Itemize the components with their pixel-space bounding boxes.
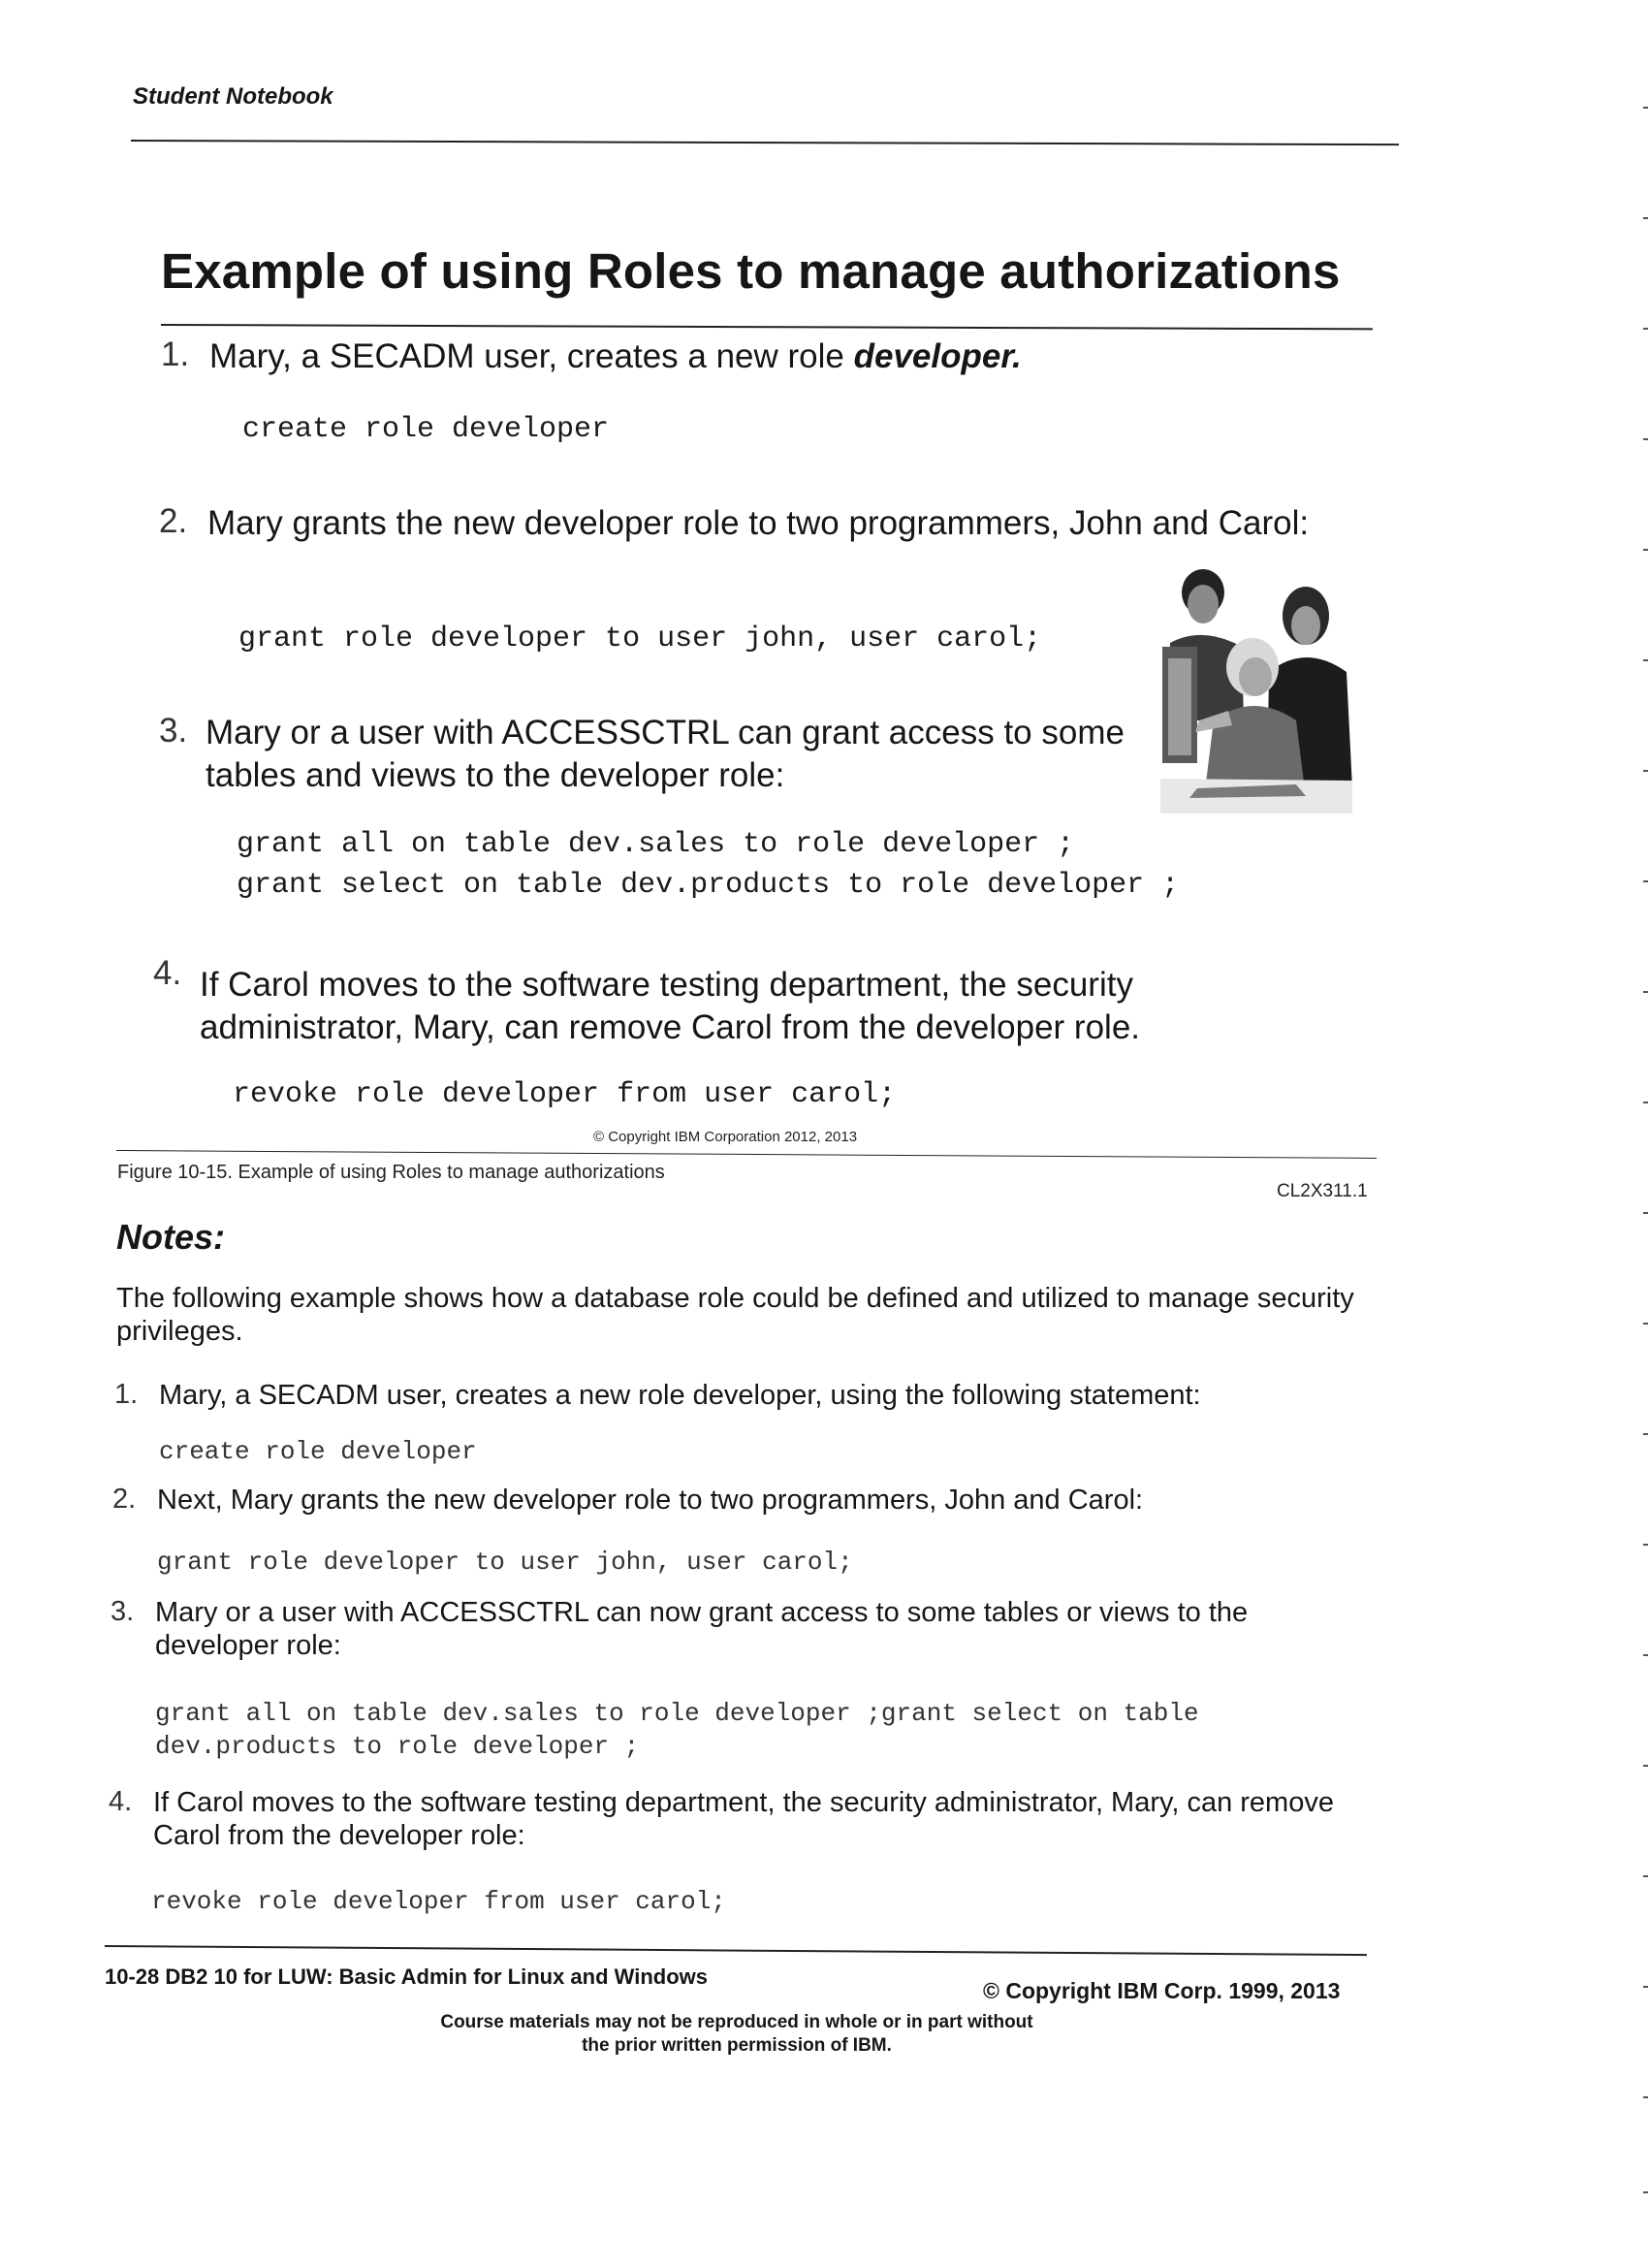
edge-mark: [1643, 1433, 1648, 1435]
edge-mark: [1643, 880, 1648, 882]
note-3-code: grant all on table dev.sales to role developer ;grant select on table dev.products to role developer ;: [155, 1699, 1199, 1761]
edge-mark: [1643, 659, 1648, 661]
edge-mark: [1643, 2191, 1648, 2193]
notes-intro: The following example shows how a database role could be defined and utilized to manage security privileges.: [116, 1283, 1354, 1347]
step-1-number: 1.: [161, 335, 190, 373]
note-3-number: 3.: [111, 1596, 135, 1627]
slide-bottom-rule: [116, 1150, 1377, 1159]
edge-mark: [1643, 1323, 1648, 1325]
step-1-text-plain: Mary, a SECADM user, creates a new role: [209, 337, 854, 375]
step-1-text: [209, 335, 1179, 378]
slide-title: Example of using Roles to manage authorizations: [161, 243, 1341, 299]
step-1-code: create role developer: [242, 413, 610, 446]
edge-mark: [1643, 107, 1648, 109]
edge-mark: [1643, 1986, 1648, 1988]
edge-mark: [1643, 770, 1648, 772]
edge-mark: [1643, 991, 1648, 993]
note-3-text: Mary or a user with ACCESSCTRL can now grant access to some tables or views to the developer role:: [155, 1597, 1249, 1661]
step-3-number: 3.: [159, 712, 188, 750]
note-4-text: If Carol moves to the software testing department, the security administrator, Mary, can remove Carol from the developer role:: [153, 1787, 1334, 1851]
edge-mark: [1643, 1212, 1648, 1214]
note-4-number: 4.: [109, 1786, 133, 1817]
slide-copyright: © Copyright IBM Corporation 2012, 2013: [593, 1129, 858, 1145]
people-photo: [1160, 565, 1352, 814]
footer-rule: [105, 1945, 1367, 1956]
notes-heading: Notes:: [116, 1217, 226, 1257]
note-2-text: Next, Mary grants the new developer role to two programmers, John and Carol:: [157, 1485, 1144, 1516]
step-4-number: 4.: [153, 954, 182, 992]
edge-mark: [1643, 1102, 1648, 1103]
note-4-code: revoke role developer from user carol;: [151, 1887, 726, 1916]
header-label: Student Notebook: [133, 83, 333, 110]
edge-mark: [1643, 1544, 1648, 1546]
edge-mark: [1643, 438, 1648, 440]
step-4-text: If Carol moves to the software testing department, the security administrator, Mary, can remove Carol from the developer role.: [200, 966, 1141, 1046]
step-2-number: 2.: [159, 502, 188, 540]
edge-mark: [1643, 1654, 1648, 1656]
header-rule: [131, 140, 1399, 145]
step-3-text: Mary or a user with ACCESSCTRL can grant access to some tables and views to the developer role:: [206, 714, 1125, 794]
edge-mark: [1643, 549, 1648, 551]
edge-mark: [1643, 217, 1648, 219]
note-2-code: grant role developer to user john, user carol;: [157, 1548, 853, 1577]
edge-mark: [1643, 328, 1648, 330]
footer-copyright: © Copyright IBM Corp. 1999, 2013: [983, 1978, 1341, 2003]
step-1-role-name: developer.: [853, 337, 1022, 375]
step-2-code: grant role developer to user john, user carol;: [238, 623, 1042, 655]
step-4-code: revoke role developer from user carol;: [233, 1078, 897, 1111]
step-2-text: Mary grants the new developer role to two programmers, John and Carol:: [207, 504, 1310, 542]
step-3-code-line-2: grant select on table dev.products to role developer ;: [237, 869, 1180, 902]
footer-course-title: 10-28 DB2 10 for LUW: Basic Admin for Linux and Windows: [105, 1965, 708, 1989]
figure-caption: Figure 10-15. Example of using Roles to manage authorizations: [117, 1162, 665, 1183]
edge-mark: [1643, 1875, 1648, 1877]
step-3-code-line-1: grant all on table dev.sales to role developer ;: [237, 828, 1075, 861]
footer-notice: Course materials may not be reproduced in whole or in part without the prior written permission of IBM.: [440, 2012, 1033, 2056]
edge-mark: [1643, 1765, 1648, 1767]
note-2-number: 2.: [112, 1484, 137, 1515]
course-code: CL2X311.1: [1277, 1181, 1368, 1201]
edge-mark: [1643, 2096, 1648, 2098]
note-1-code: create role developer: [159, 1437, 477, 1466]
note-1-number: 1.: [114, 1379, 139, 1410]
slide-title-underline: [161, 324, 1373, 330]
note-1-text: Mary, a SECADM user, creates a new role developer, using the following statement:: [159, 1380, 1201, 1411]
